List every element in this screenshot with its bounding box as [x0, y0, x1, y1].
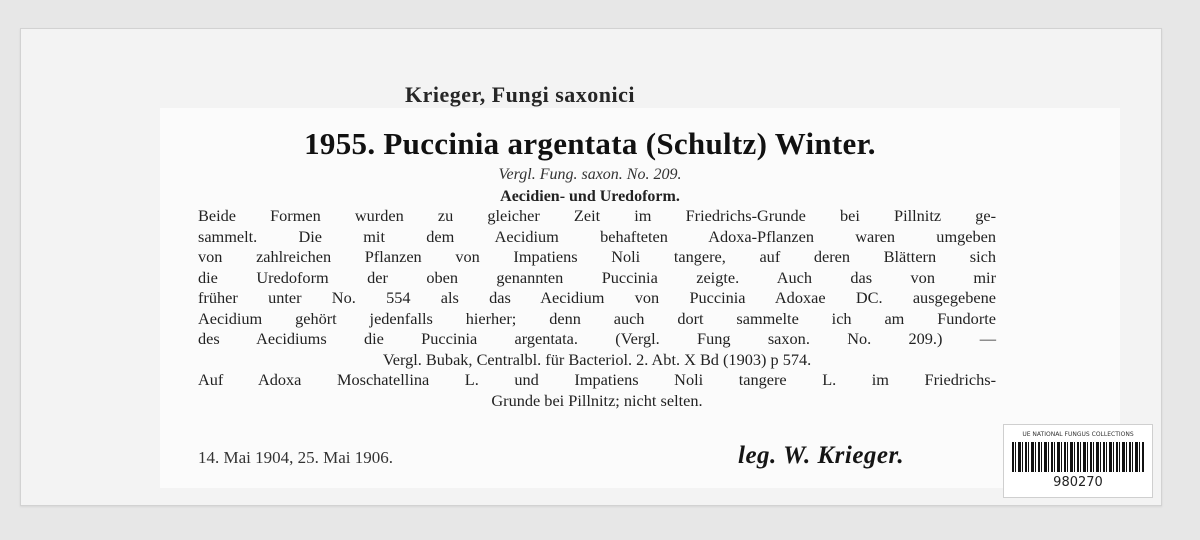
collector-name: leg. W. Krieger. [738, 442, 905, 469]
form-heading: Aecidien- und Uredoform. [500, 188, 680, 205]
habitat-line-2: Grunde bei Pillnitz; nicht selten. [491, 390, 703, 410]
body-line: des Aecidiums die Puccinia argentata. (Vergl. Fung saxon. No. 209.) — [198, 329, 996, 348]
body-line: Aecidium gehört jedenfalls hierher; denn auch dort sammelte ich am Fundorte [198, 308, 996, 328]
body-line: früher unter No. 554 als das Aecidium von Puccinia Adoxae DC. ausgegebene [198, 288, 996, 307]
barcode-icon [1012, 442, 1144, 472]
body-line: von zahlreichen Pflanzen von Impatiens Noli tangere, auf deren Blättern sich [198, 247, 996, 266]
barcode-label [1003, 424, 1153, 498]
collection-dates: 14. Mai 1904, 25. Mai 1906. [198, 448, 394, 467]
reference-line: Vergl. Fung. saxon. No. 209. [498, 166, 682, 183]
barcode-number: 980270 [1053, 475, 1103, 490]
barcode-institution: UE NATIONAL FUNGUS COLLECTIONS [1022, 431, 1134, 438]
body-line: Beide Formen wurden zu gleicher Zeit im Friedrichs-Grunde bei Pillnitz ge- [198, 206, 996, 225]
body-line: sammelt. Die mit dem Aecidium behafteten Adoxa-Pflanzen waren umgeben [198, 226, 996, 246]
body-line: die Uredoform der oben genannten Puccinia zeigte. Auch das von mir [198, 267, 996, 287]
citation-line: Vergl. Bubak, Centralbl. für Bacteriol. 2. Abt. X Bd (1903) p 574. [382, 349, 812, 369]
series-header: Krieger, Fungi saxonici [404, 82, 636, 107]
label-body [198, 206, 996, 411]
species-title: 1955. Puccinia argentata (Schultz) Winter. [304, 126, 876, 161]
habitat-line: Auf Adoxa Moschatellina L. und Impatiens Noli tangere L. im Friedrichs- [198, 370, 996, 389]
